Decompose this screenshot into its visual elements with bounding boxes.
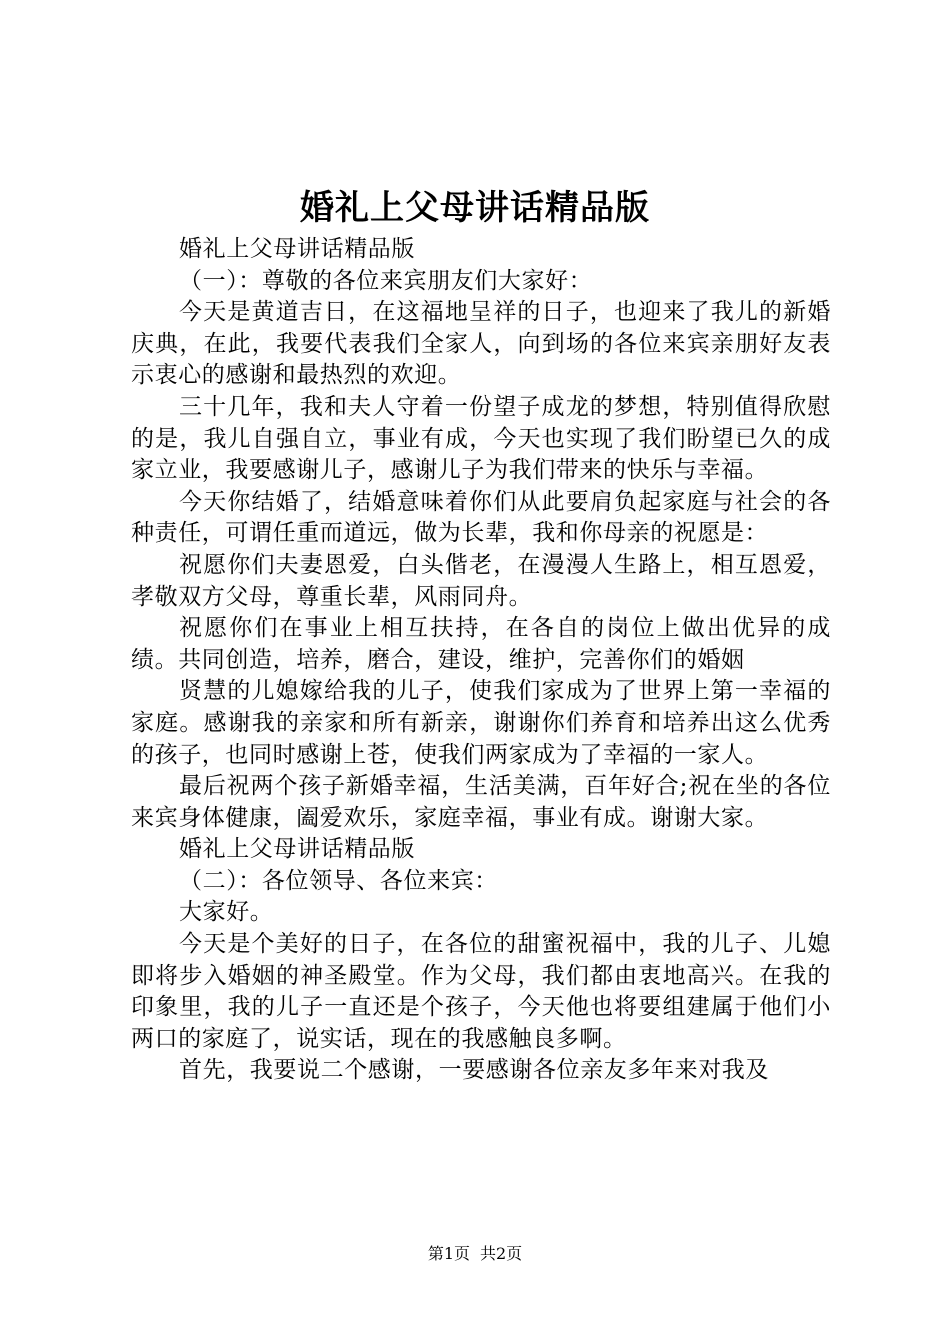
- page-total: 共2页: [480, 1244, 523, 1263]
- document-title: 婚礼上父母讲话精品版: [300, 188, 650, 228]
- paragraph: 祝愿你们夫妻恩爱，白头偕老，在漫漫人生路上，相互恩爱，孝敬双方父母，尊重长辈，风雨同舟。: [131, 551, 831, 610]
- paragraph: 三十几年，我和夫人守着一份望子成龙的梦想，特别值得欣慰的是，我儿自强自立，事业有成，今天也实现了我们盼望已久的成家立业，我要感谢儿子，感谢儿子为我们带来的快乐与幸福。: [131, 393, 831, 484]
- page-number: 第1页: [427, 1244, 470, 1263]
- paragraph: 首先，我要说二个感谢，一要感谢各位亲友多年来对我及: [179, 1057, 769, 1084]
- paragraph: 今天是黄道吉日，在这福地呈祥的日子，也迎来了我儿的新婚庆典，在此，我要代表我们全家人，向到场的各位来宾亲朋好友表示衷心的感谢和最热烈的欢迎。: [131, 299, 831, 389]
- paragraph: 大家好。: [179, 899, 274, 926]
- paragraph: 今天是个美好的日子，在各位的甜蜜祝福中，我的儿子、儿媳即将步入婚姻的神圣殿堂。作为父母，我们都由衷地高兴。在我的印象里，我的儿子一直还是个孩子，今天他也将要组建属于他们小两口的家庭了，说实话，现在的我感触良多啊。: [131, 931, 831, 1052]
- paragraph: （二）：各位领导、各位来宾：: [179, 867, 498, 894]
- paragraph: 婚礼上父母讲话精品版: [179, 236, 415, 262]
- paragraph: （一）：尊敬的各位来宾朋友们大家好：: [179, 267, 593, 294]
- paragraph: 贤慧的儿媳嫁给我的儿子，使我们家成为了世界上第一幸福的家庭。感谢我的亲家和所有新亲，谢谢你们养育和培养出这么优秀的孩子，也同时感谢上苍，使我们两家成为了幸福的一家人。: [131, 678, 831, 768]
- page-footer: [0, 1242, 950, 1266]
- paragraph: 今天你结婚了，结婚意味着你们从此要肩负起家庭与社会的各种责任，可谓任重而道远，做为长辈，我和你母亲的祝愿是：: [131, 488, 831, 547]
- paragraph: 祝愿你们在事业上相互扶持，在各自的岗位上做出优异的成绩。共同创造，培养，磨合，建设，维护，完善你们的婚姻: [131, 615, 831, 673]
- paragraph: 最后祝两个孩子新婚幸福，生活美满，百年好合;祝在坐的各位来宾身体健康，阖爱欢乐，家庭幸福，事业有成。谢谢大家。: [131, 773, 831, 831]
- paragraph: 婚礼上父母讲话精品版: [179, 836, 415, 863]
- document-body: [131, 234, 831, 1087]
